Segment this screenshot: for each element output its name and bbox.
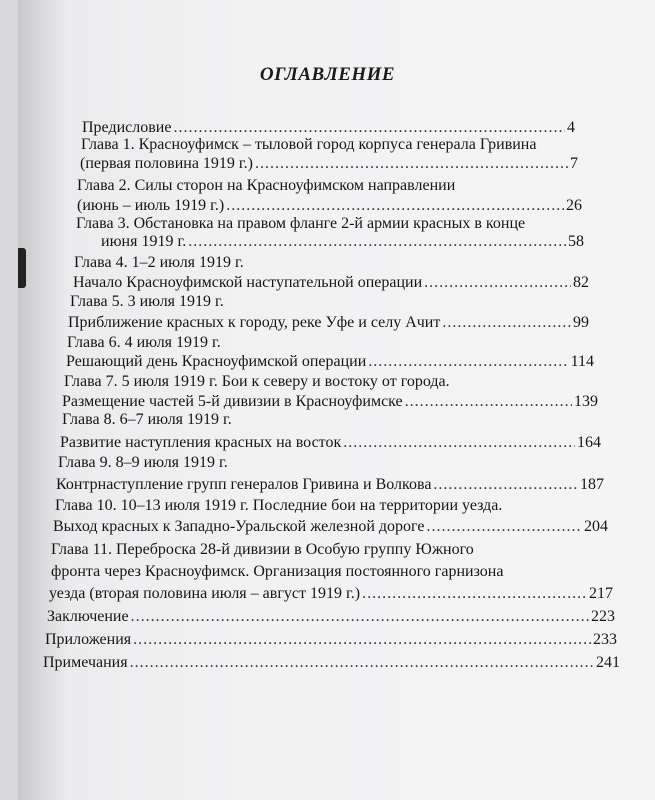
toc-entry-text: Развитие наступления красных на восток (60, 434, 342, 451)
toc-entry (74, 253, 244, 272)
toc-entry (68, 313, 589, 332)
toc-entry (47, 607, 615, 626)
toc-entry (51, 540, 474, 559)
toc-entry-page: 82 (573, 274, 589, 291)
toc-entry-text: Глава 8. 6–7 июля 1919 г. (62, 411, 232, 428)
toc-entry (49, 584, 613, 603)
toc-entry-page: 233 (593, 631, 617, 648)
toc-entry (45, 630, 617, 649)
toc-entry (70, 292, 224, 311)
toc-entry (66, 352, 594, 371)
toc-entry-page: 7 (570, 155, 578, 172)
toc-entry (55, 496, 502, 515)
toc-leader-dots (130, 653, 594, 672)
toc-entry (73, 273, 589, 292)
toc-entry (77, 196, 582, 215)
toc-entry-page: 217 (589, 585, 613, 602)
toc-entry-text: Выход красных к Западно-Уральской железной дороге (53, 518, 425, 535)
toc-entry-text: Размещение частей 5-й дивизии в Красноуфимске (62, 393, 403, 410)
toc-entry (76, 214, 525, 233)
toc-leader-dots (433, 475, 578, 494)
toc-entry (58, 453, 228, 472)
toc-entry (77, 176, 455, 195)
toc-entry (64, 372, 450, 391)
toc-entry-text: Начало Красноуфимской наступательной операции (73, 274, 423, 291)
toc-entry-page: 187 (580, 476, 604, 493)
toc-entry-text: (первая половина 1919 г.) (80, 155, 253, 172)
toc-entry-page: 26 (566, 197, 582, 214)
toc-entry (53, 517, 608, 536)
toc-entry (67, 333, 221, 352)
toc-leader-dots (188, 232, 566, 251)
toc-entry-text: Приближение красных к городу, реке Уфе и селу Ачит (68, 314, 441, 331)
toc-entry-text: уезда (вторая половина июля – август 1919 г.) (49, 585, 361, 602)
toc-leader-dots (442, 313, 571, 332)
toc-leader-dots (343, 433, 575, 452)
toc-entry (60, 433, 601, 452)
toc-entry-text: Глава 2. Силы сторон на Красноуфимском направлении (77, 177, 456, 194)
toc-entry (56, 475, 604, 494)
toc-entry-page: 4 (567, 119, 575, 136)
toc-leader-dots (133, 630, 591, 649)
toc-entry-text: Глава 11. Переброска 28-й дивизии в Особую группу Южного (51, 541, 474, 558)
toc-entry-page: 114 (570, 353, 594, 370)
toc-leader-dots (131, 607, 589, 626)
toc-entry-text: Глава 9. 8–9 июля 1919 г. (58, 454, 228, 471)
toc-entry-text: Предисловие (82, 119, 172, 136)
toc-entry-text: Глава 6. 4 июля 1919 г. (67, 334, 221, 351)
toc-leader-dots (427, 517, 583, 536)
toc-entry (62, 410, 232, 429)
toc-entry (43, 653, 620, 672)
toc-entry-page: 204 (584, 518, 608, 535)
toc-entry (51, 562, 503, 581)
toc-entry-page: 58 (568, 233, 584, 250)
toc-leader-dots (405, 392, 572, 411)
toc-entry-page: 241 (596, 654, 620, 671)
toc-entry (80, 154, 578, 173)
toc-entry-text: Контрнаступление групп генералов Гривина и Волкова (56, 476, 432, 493)
toc-leader-dots (226, 196, 564, 215)
toc-entry-page: 164 (577, 434, 601, 451)
toc-entry-text: Глава 1. Красноуфимск – тыловой город корпуса генерала Гривина (81, 136, 537, 153)
toc-entry-text: (июнь – июль 1919 г.) (77, 197, 225, 214)
toc-entry-text: Глава 4. 1–2 июля 1919 г. (74, 254, 244, 271)
toc-entry (81, 135, 536, 154)
page-title: ОГЛАВЛЕНИЕ (259, 64, 396, 85)
toc-entry-text: Глава 5. 3 июля 1919 г. (70, 293, 224, 310)
toc-entry-text: Глава 3. Обстановка на правом фланге 2-й армии красных в конце (76, 215, 526, 232)
toc-entry-text: июня 1919 г. (101, 233, 187, 250)
toc-leader-dots (255, 154, 568, 173)
toc-entry-text: Примечания (43, 654, 128, 671)
toc-entry (101, 232, 584, 251)
toc-entry-text: Заключение (47, 608, 129, 625)
toc-entry-text: Глава 10. 10–13 июля 1919 г. Последние бои на территории уезда. (55, 497, 503, 514)
toc-entry-page: 223 (591, 608, 615, 625)
toc-entry-text: фронта через Красноуфимск. Организация постоянного гарнизона (51, 563, 504, 580)
toc-entry-text: Глава 7. 5 июля 1919 г. Бои к северу и востоку от города. (64, 373, 450, 390)
toc-leader-dots (424, 273, 571, 292)
toc-leader-dots (362, 584, 587, 603)
toc-entry-page: 99 (573, 314, 589, 331)
toc-entry-text: Приложения (45, 631, 132, 648)
toc-entry-page: 139 (574, 393, 598, 410)
toc-entry-text: Решающий день Красноуфимской операции (66, 353, 367, 370)
toc-entry (62, 392, 598, 411)
toc-leader-dots (368, 352, 568, 371)
